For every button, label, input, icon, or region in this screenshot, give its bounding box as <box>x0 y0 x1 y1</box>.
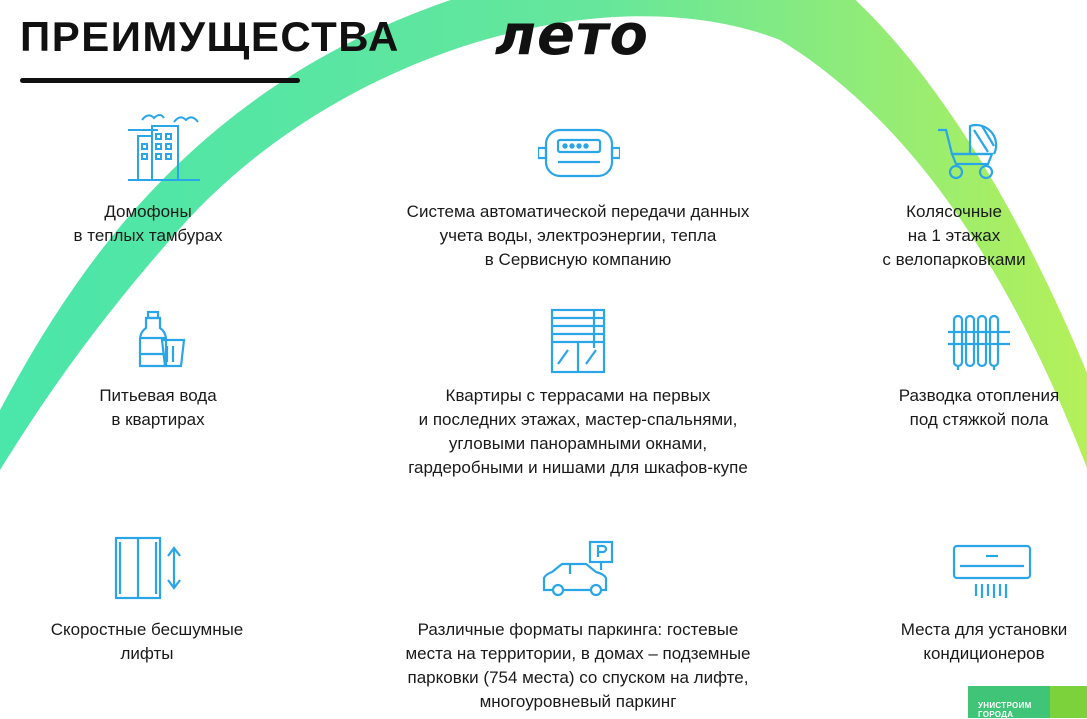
parking-car-icon <box>540 540 616 600</box>
title-underline <box>20 78 300 83</box>
feature-caption-elevators: Скоростные бесшумные лифты <box>50 620 244 663</box>
house-icon <box>36 656 68 688</box>
feature-caption-meter-system: Система автоматической передачи данных учета воды, электроэнергии, тепла в Сервисную компанию <box>406 202 750 269</box>
feature-caption-stroller-rooms: Колясочные на 1 этажах с велопарковками <box>882 202 1026 269</box>
watermark <box>36 656 198 688</box>
building-icon <box>128 108 204 184</box>
air-conditioner-icon <box>950 544 1034 600</box>
feature-caption-heating: Разводка отопления под стяжкой пола <box>898 386 1060 429</box>
window-blinds-icon <box>550 308 606 374</box>
stroller-icon <box>936 116 1004 182</box>
brand-logo-text: лето <box>495 3 649 68</box>
water-bottle-icon <box>138 310 188 370</box>
feature-caption-intercoms: Домофоны в теплых тамбурах <box>73 202 223 245</box>
watermark-text: Домклик <box>74 658 199 686</box>
feature-caption-drinking-water: Питьевая вода в квартирах <box>99 386 217 429</box>
feature-caption-air-conditioners: Места для установки кондиционеров <box>900 620 1068 663</box>
feature-caption-parking: Различные форматы паркинга: гостевые места на территории, в домах – подземные парковки (754 места) со спуском на лифте, многоуровневый паркинг <box>405 620 751 711</box>
meter-icon <box>538 128 620 180</box>
page-title: ПРЕИМУЩЕСТВА <box>20 13 400 60</box>
elevator-icon <box>114 536 186 600</box>
feature-caption-apartments: Квартиры с террасами на первых и последних этажах, мастер-спальнями, угловыми панорамными окнами, гардеробными и нишами для шкафов-купе <box>408 386 748 477</box>
corner-logo-text: УНИСТРОИМ ГОРОДА <box>978 701 1032 719</box>
radiator-icon <box>946 310 1012 372</box>
corner-logo <box>968 686 1087 718</box>
